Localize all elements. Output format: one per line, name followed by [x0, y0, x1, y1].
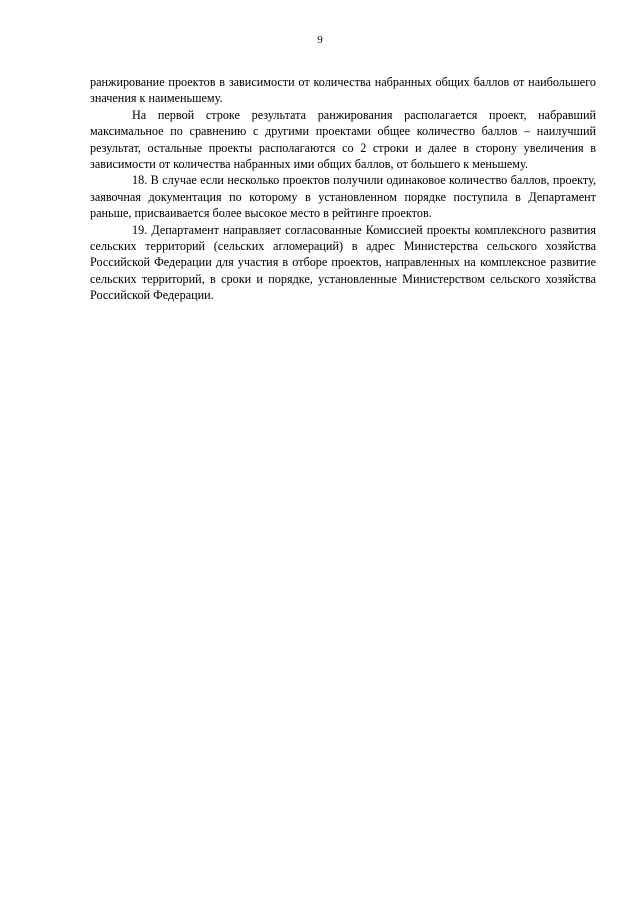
paragraph-ranking-continuation: ранжирование проектов в зависимости от количества набранных общих баллов от наибольшего значения к наименьшему. — [90, 75, 596, 106]
paragraph-item-18: 18. В случае если несколько проектов получили одинаковое количество баллов, проекту, заявочная документация по которому в установленном порядке поступила в Департамент раньше, присваивается более высокое место в рейтинге проектов. — [90, 173, 596, 221]
paragraph-ranking-order: На первой строке результата ранжирования располагается проект, набравший максимальное по сравнению с другими проектами общее количество баллов – наилучший результат, остальные проекты располагаются со 2 строки и далее в сторону увеличения в зависимости от количества набранных ими общих баллов, от большего к меньшему. — [90, 107, 596, 172]
page-number: 9 — [317, 34, 323, 46]
paragraph-item-19: 19. Департамент направляет согласованные Комиссией проекты комплексного развития сельских территорий (сельских агломераций) в адрес Министерства сельского хозяйства Российской Федерации для участия в отборе проектов, направленных на комплексное развитие сельских территорий, в сроки и порядке, установленные Министерством сельского хозяйства Российской Федерации. — [90, 222, 596, 303]
document-body — [90, 74, 596, 304]
